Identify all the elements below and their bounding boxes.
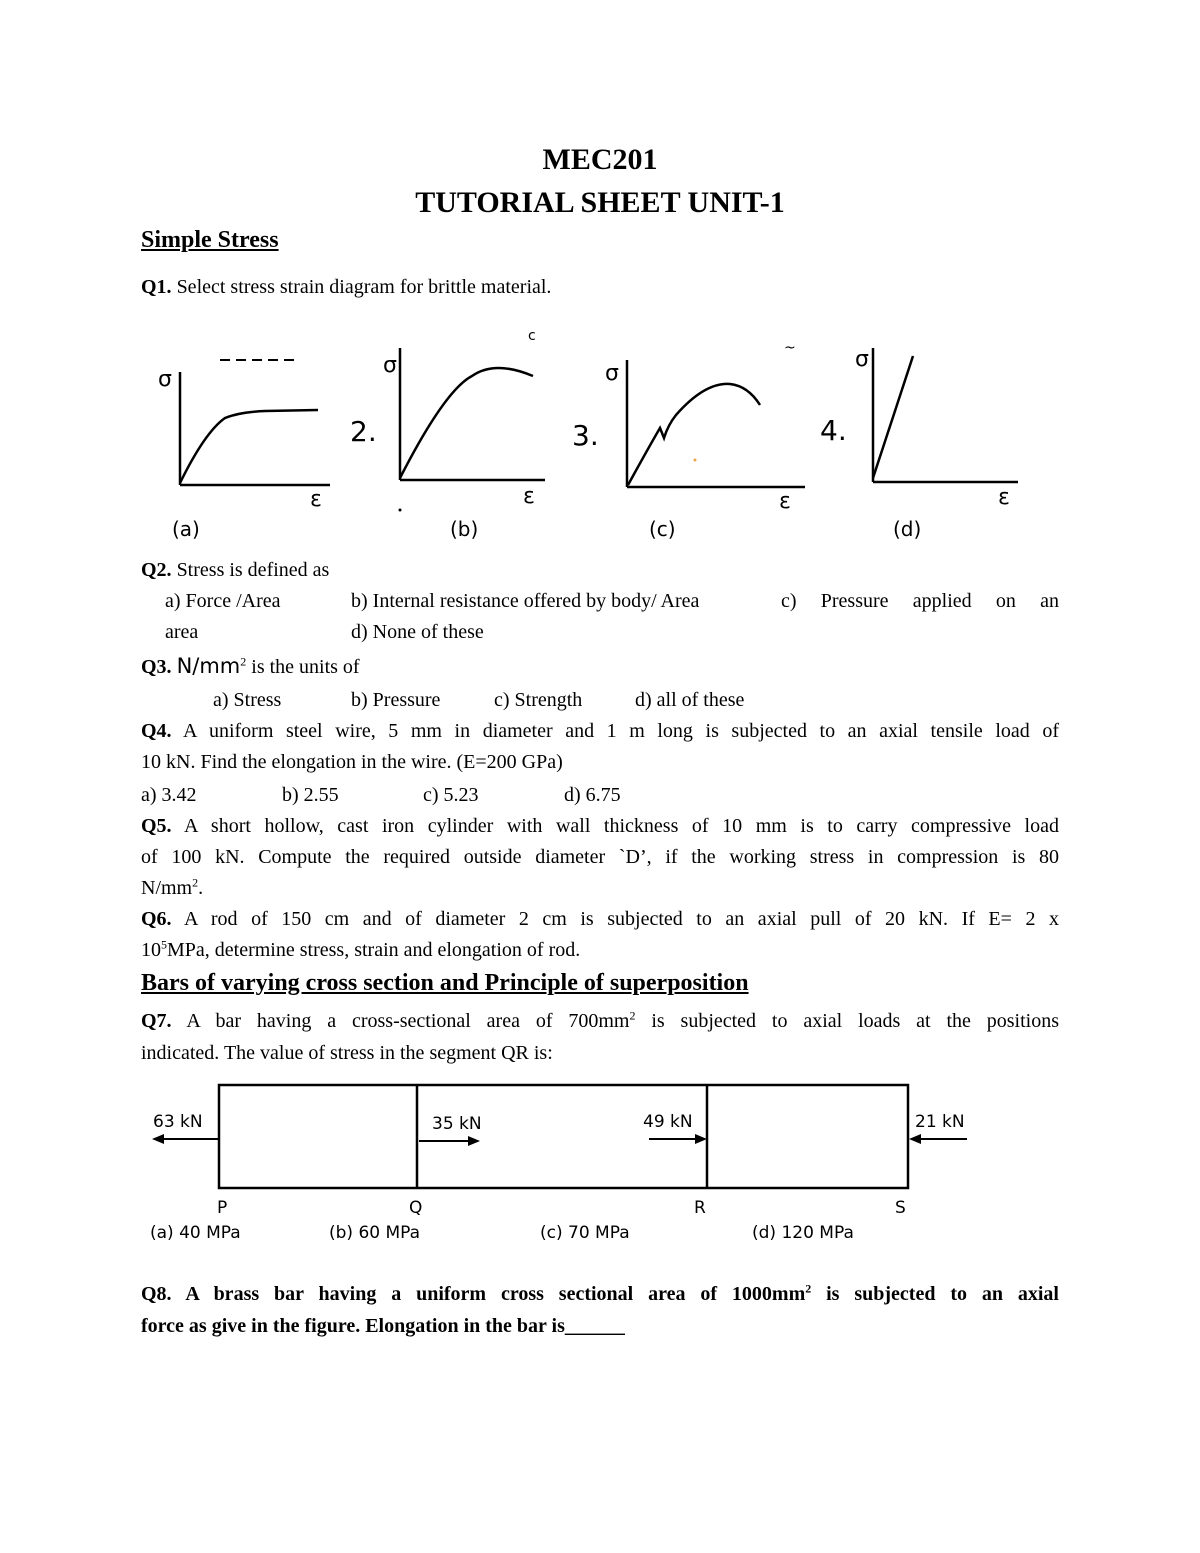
sigma-label: σ [158, 367, 172, 392]
question-6: Q6. A rod of 150 cm and of diameter 2 cm is subjected to an axial pull of 20 kN. If E= 2 x [141, 908, 1059, 930]
caption-b: (b) [450, 517, 479, 541]
q7-option-d: (d) 120 MPa [752, 1223, 854, 1243]
bar-outline [219, 1085, 908, 1188]
svg-text:c: c [528, 328, 536, 344]
question-6-cont: $10^5MPa$, determine stress, strain and elongation of rod. [141, 937, 581, 961]
question-3: Q3. $N/mm^2$ is the units of [141, 654, 360, 678]
point-s: S [895, 1198, 906, 1218]
force-label-21: 21 kN [915, 1112, 965, 1132]
q2-option-d: d) None of these [351, 621, 484, 643]
diagram-c [572, 340, 805, 541]
epsilon-label: ε [523, 484, 535, 509]
sigma-label: σ [605, 361, 619, 386]
section-heading-bars: Bars of varying cross section and Principle of superposition [141, 970, 749, 996]
q2-option-a: a) Force /Area [165, 590, 281, 612]
point-p: P [217, 1198, 228, 1218]
question-4: Q4. A uniform steel wire, 5 mm in diameter and 1 m long is subjected to an axial tensile load of [141, 720, 1059, 742]
q4-option-b: b) 2.55 [282, 784, 339, 806]
question-7: Q7. A bar having a cross-sectional area of $700mm^2$ is subjected to axial loads at the positions [141, 1008, 1059, 1032]
q4-option-c: c) 5.23 [423, 784, 479, 806]
svg-text:~: ~ [784, 340, 796, 356]
question-5: Q5. A short hollow, cast iron cylinder with wall thickness of 10 mm is to carry compressive load [141, 815, 1059, 837]
caption-d: (d) [893, 517, 922, 541]
q3-option-b: b) Pressure [351, 689, 441, 711]
point-q: Q [409, 1198, 423, 1218]
stress-strain-diagrams [0, 320, 1200, 550]
section-heading-simple-stress: Simple Stress [141, 227, 279, 253]
diagram-b [350, 328, 545, 541]
course-code: MEC201 [542, 143, 658, 176]
q4-option-a: a) 3.42 [141, 784, 197, 806]
epsilon-label: ε [998, 485, 1010, 510]
question-5-cont: of 100 kN. Compute the required outside diameter `D’, if the working stress in compression is 80 [141, 846, 1059, 868]
sigma-label: σ [383, 353, 397, 378]
question-8-cont: force as give in the figure. Elongation in the bar is______ [141, 1315, 625, 1337]
number-4: 4. [820, 414, 847, 447]
question-5-unit: $N/mm^2$. [141, 875, 204, 899]
force-label-63: 63 kN [153, 1112, 203, 1132]
caption-a: (a) [172, 517, 200, 541]
q4-option-d: d) 6.75 [564, 784, 621, 806]
force-label-35: 35 kN [432, 1114, 482, 1134]
force-label-49: 49 kN [643, 1112, 693, 1132]
q7-option-a: (a) 40 MPa [150, 1223, 241, 1243]
q3-option-c: c) Strength [494, 689, 583, 711]
number-2: 2. [350, 415, 377, 448]
diagram-d [820, 347, 1018, 541]
question-7-cont: indicated. The value of stress in the segment QR is: [141, 1042, 553, 1064]
epsilon-label: ε [310, 487, 322, 512]
q7-option-b: (b) 60 MPa [329, 1223, 421, 1243]
sheet-title: TUTORIAL SHEET UNIT-1 [415, 186, 785, 219]
number-3: 3. [572, 419, 599, 452]
question-8: Q8. A brass bar having a uniform cross sectional area of $1000mm^2$ is subjected to an axial [141, 1281, 1059, 1305]
epsilon-label: ε [779, 489, 791, 514]
q3-option-d: d) all of these [635, 689, 745, 711]
q2-option-c: c) Pressure applied on an [781, 590, 1059, 612]
q7-option-c: (c) 70 MPa [540, 1223, 630, 1243]
bar-diagram [0, 1075, 1200, 1250]
point-r: R [694, 1198, 706, 1218]
question-1: Q1. Select stress strain diagram for brittle material. [141, 276, 552, 298]
q2-option-c-cont: area [165, 621, 199, 643]
sigma-label: σ [855, 347, 869, 372]
diagram-a [158, 360, 330, 541]
q2-option-b: b) Internal resistance offered by body/ Area [351, 590, 700, 612]
caption-c: (c) [649, 517, 676, 541]
question-2: Q2. Stress is defined as [141, 559, 330, 581]
q3-option-a: a) Stress [213, 689, 282, 711]
question-4-cont: 10 kN. Find the elongation in the wire. (E=200 GPa) [141, 751, 563, 773]
